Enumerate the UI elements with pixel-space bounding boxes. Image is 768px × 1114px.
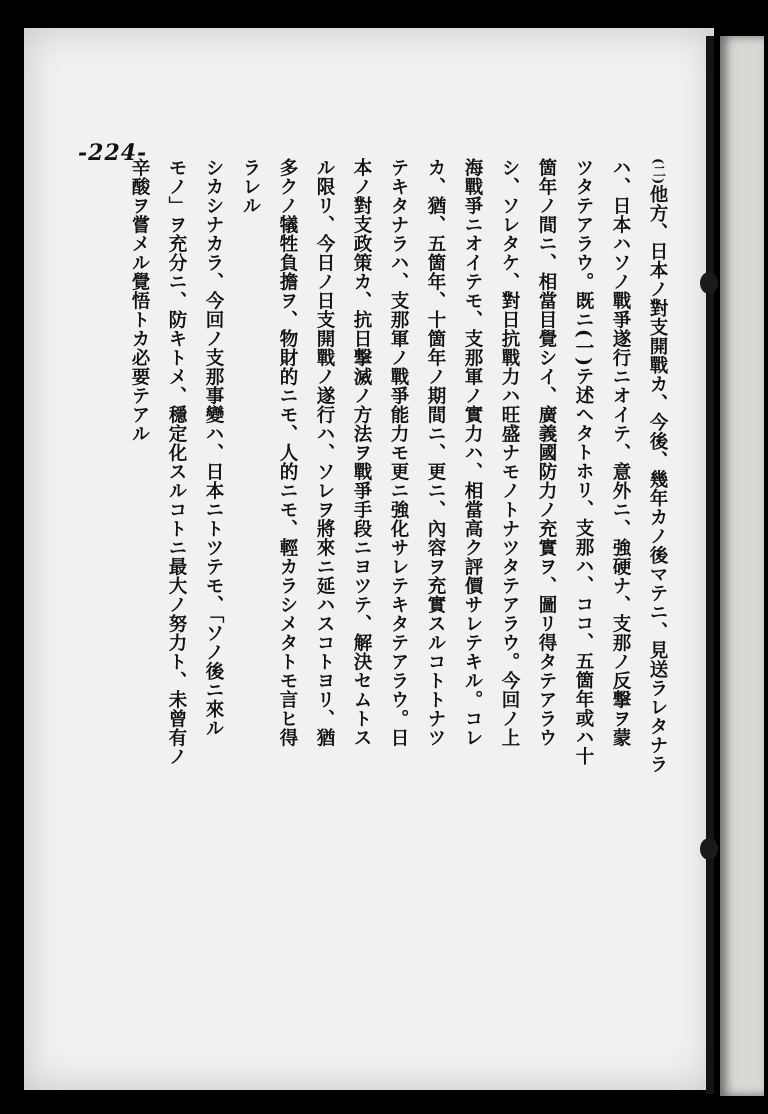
section-marker: (二) — [650, 158, 665, 185]
text-line: 海戰爭ニオイテモ、支那軍ノ實力ハ、相當高ク評價サレテキル。コレ — [462, 158, 483, 747]
text-line: シカシナカラ、今回ノ支那事變ハ、日本ニトツテモ、「ソノ後ニ來ル — [203, 158, 224, 738]
text-line: ハ、日本ハソノ戰爭遂行ニオイテ、意外ニ、強硬ナ、支那ノ反撃ヲ蒙 — [610, 158, 631, 747]
text-line: 本ノ對支政策カ、抗日撃滅ノ方法ヲ戰爭手段ニヨツテ、解決セムトス — [351, 158, 372, 747]
text-line: ル限リ、今日ノ日支開戰ノ遂行ハ、ソレヲ將來ニ延ハスコトヨリ、猶 — [314, 158, 335, 747]
text-line: ツタテアラウ。既ニ(一)テ述ヘタトホリ、支那ハ、ココ、五箇年或ハ十 — [573, 158, 594, 766]
text-line: シ、ソレタケ、對日抗戰力ハ旺盛ナモノトナツタテアラウ。今回ノ上 — [499, 158, 520, 747]
page-number: -224- — [78, 140, 148, 166]
text-line: カ、猶、五箇年、十箇年ノ期間ニ、更ニ、內容ヲ充實スルコトトナツ — [425, 158, 446, 747]
text-line: テキタナラハ、支那軍ノ戰爭能力モ更ニ強化サレテキタテアラウ。日 — [388, 158, 409, 747]
adjacent-page-edge — [720, 36, 764, 1096]
text-line: ラレル — [240, 158, 261, 215]
text-line: 箇年ノ間ニ、相當目覺シイ、廣義國防力ノ充實ヲ、圖リ得タテアラウ — [536, 158, 557, 747]
vertical-text-body — [88, 158, 676, 998]
text-line: 辛酸ヲ嘗メル覺悟トカ必要テアル — [129, 158, 150, 443]
text-line: (二)他方、日本ノ對支開戰カ、今後、幾年カノ後マテニ、見送ラレタナラ — [647, 158, 668, 774]
ink-blot — [700, 838, 718, 860]
text-line: 多クノ犠牲負擔ヲ、物財的ニモ、人的ニモ、輕カラシメタトモ言ヒ得 — [277, 158, 298, 747]
text-line: モノ」ヲ充分ニ、防キトメ、穩定化スルコトニ最大ノ努力ト、未曾有ノ — [166, 158, 187, 766]
binding-edge — [706, 36, 714, 1094]
ink-blot — [700, 272, 718, 294]
